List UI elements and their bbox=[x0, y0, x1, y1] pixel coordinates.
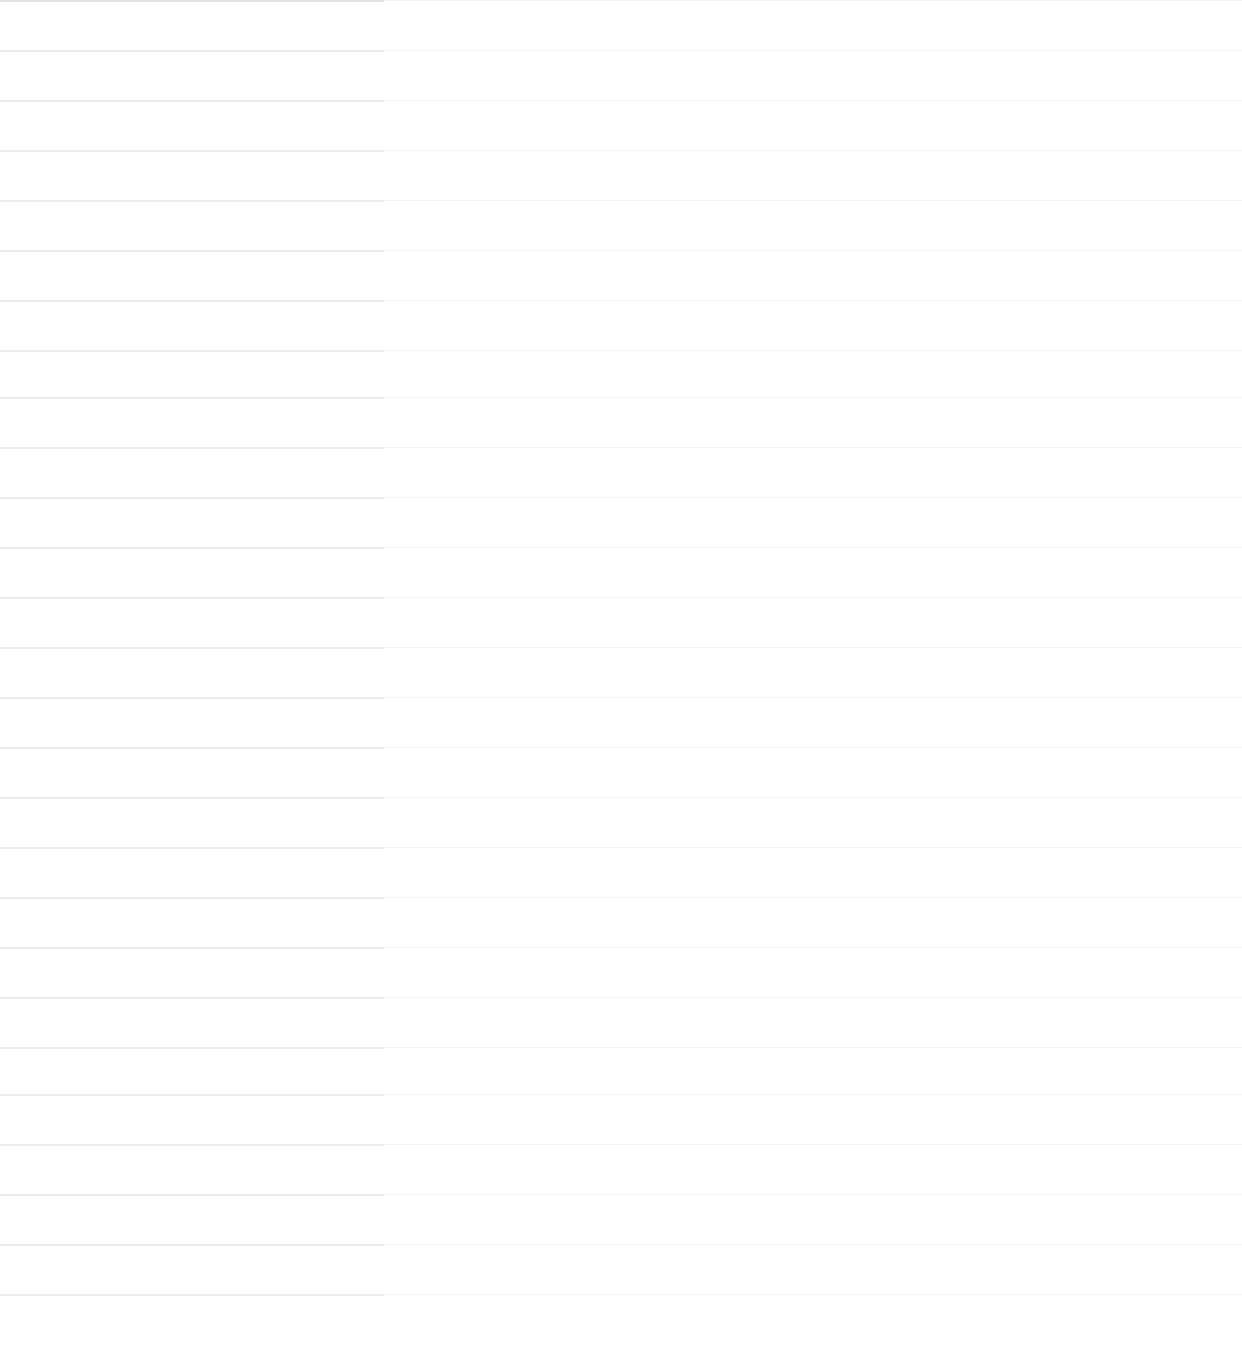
table-row bbox=[0, 1094, 1242, 1144]
table-cell-value bbox=[384, 250, 1242, 300]
table-row bbox=[0, 50, 1242, 100]
table-cell-value bbox=[384, 547, 1242, 597]
table-cell-key bbox=[0, 547, 384, 597]
table-cell-key bbox=[0, 150, 384, 200]
table-cell-value bbox=[384, 397, 1242, 447]
table-row bbox=[0, 1244, 1242, 1294]
table-cell-key bbox=[0, 447, 384, 497]
table-cell-value bbox=[384, 100, 1242, 150]
table-cell-value bbox=[384, 1047, 1242, 1094]
table-row bbox=[0, 447, 1242, 497]
table-row bbox=[0, 397, 1242, 447]
table-row bbox=[0, 100, 1242, 150]
table-cell-value bbox=[384, 200, 1242, 250]
table-cell-key bbox=[0, 847, 384, 897]
table-row bbox=[0, 150, 1242, 200]
table-cell-key bbox=[0, 597, 384, 647]
table-row bbox=[0, 1194, 1242, 1244]
table-row bbox=[0, 697, 1242, 747]
table-row bbox=[0, 597, 1242, 647]
table-cell-key bbox=[0, 997, 384, 1047]
table-cell-value bbox=[384, 897, 1242, 947]
table-cell-key bbox=[0, 1244, 384, 1294]
table-cell-value bbox=[384, 497, 1242, 547]
table-row bbox=[0, 947, 1242, 997]
table-cell-key bbox=[0, 1047, 384, 1094]
table-cell-value bbox=[384, 947, 1242, 997]
table-row bbox=[0, 747, 1242, 797]
table-cell-value bbox=[384, 50, 1242, 100]
table-cell-key bbox=[0, 1194, 384, 1244]
table-cell-value bbox=[384, 797, 1242, 847]
table-cell-key bbox=[0, 647, 384, 697]
table-row bbox=[0, 997, 1242, 1047]
table-cell-key bbox=[0, 1094, 384, 1144]
table-row bbox=[0, 1047, 1242, 1094]
table-cell-value bbox=[384, 697, 1242, 747]
table-row bbox=[0, 250, 1242, 300]
table-cell-key bbox=[0, 797, 384, 847]
table-cell-value bbox=[384, 847, 1242, 897]
table-cell-value bbox=[384, 0, 1242, 50]
table-row bbox=[0, 0, 1242, 50]
table-cell-value bbox=[384, 1094, 1242, 1144]
table-row bbox=[0, 797, 1242, 847]
table-cell-key bbox=[0, 697, 384, 747]
table-cell-value bbox=[384, 350, 1242, 397]
table-cell-key bbox=[0, 300, 384, 350]
table-cell-value bbox=[384, 747, 1242, 797]
table-cell-key bbox=[0, 200, 384, 250]
table-cell-key bbox=[0, 397, 384, 447]
table-bottom-divider bbox=[0, 1294, 1242, 1298]
table-cell-value bbox=[384, 1144, 1242, 1194]
table-cell-value bbox=[384, 447, 1242, 497]
table-cell-key bbox=[0, 747, 384, 797]
table-cell-value bbox=[384, 1194, 1242, 1244]
table-cell-value bbox=[384, 150, 1242, 200]
table-row bbox=[0, 647, 1242, 697]
table-row bbox=[0, 547, 1242, 597]
table-row bbox=[0, 847, 1242, 897]
table-cell-value bbox=[384, 1294, 1242, 1298]
table-cell-key bbox=[0, 497, 384, 547]
table-cell-key bbox=[0, 947, 384, 997]
table-cell-key bbox=[0, 350, 384, 397]
table-row bbox=[0, 200, 1242, 250]
table-cell-value bbox=[384, 997, 1242, 1047]
table-cell-value bbox=[384, 1244, 1242, 1294]
table-cell-key bbox=[0, 100, 384, 150]
table-cell-key bbox=[0, 897, 384, 947]
table-cell-value bbox=[384, 300, 1242, 350]
table-cell-key bbox=[0, 0, 384, 50]
table-cell-value bbox=[384, 647, 1242, 697]
table-row bbox=[0, 897, 1242, 947]
table-cell-key bbox=[0, 250, 384, 300]
table-cell-key bbox=[0, 50, 384, 100]
table-cell-key bbox=[0, 1294, 384, 1298]
table-cell-key bbox=[0, 1144, 384, 1194]
table-row bbox=[0, 350, 1242, 397]
table-row bbox=[0, 1144, 1242, 1194]
table-row bbox=[0, 497, 1242, 547]
table-row bbox=[0, 300, 1242, 350]
table-cell-value bbox=[384, 597, 1242, 647]
